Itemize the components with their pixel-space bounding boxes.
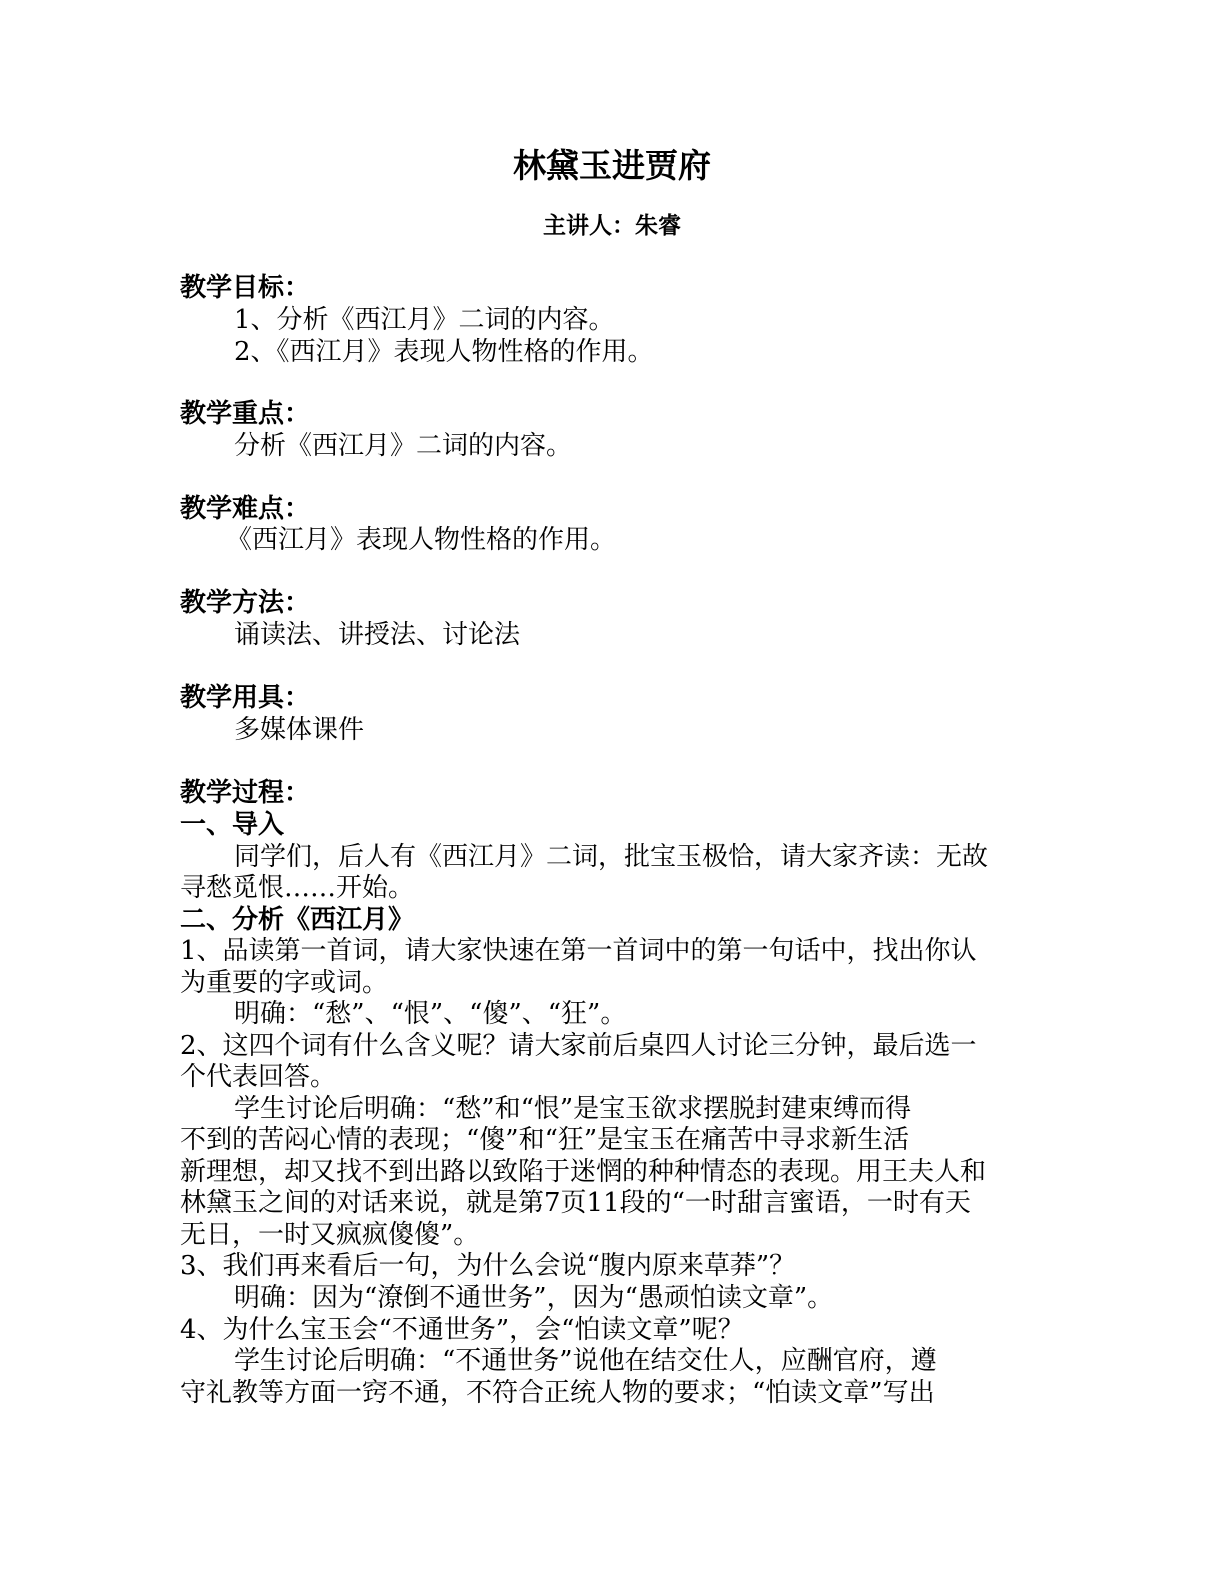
document-title: 林黛玉进贾府 <box>513 146 711 185</box>
key-points-heading: 教学重点： <box>180 399 311 429</box>
paragraph-line: 同学们，后人有《西江月》二词，批宝玉极恰，请大家齐读：无故 <box>234 842 989 872</box>
difficulties-text: 《西江月》表现人物性格的作用。 <box>226 525 617 555</box>
difficulties-heading: 教学难点： <box>180 494 311 524</box>
paragraph-line: 不到的苦闷心情的表现；“傻”和“狂”是宝玉在痛苦中寻求新生活 <box>180 1125 910 1155</box>
paragraph-line: 1、品读第一首词，请大家快速在第一首词中的第一句话中，找出你认 <box>180 936 977 966</box>
section-heading-analysis: 二、分析《西江月》 <box>180 905 415 935</box>
paragraph-line: 学生讨论后明确：“愁”和“恨”是宝玉欲求摆脱封建束缚而得 <box>234 1094 912 1124</box>
tools-text: 多媒体课件 <box>234 715 365 745</box>
paragraph-line: 2、这四个词有什么含义呢？请大家前后桌四人讨论三分钟，最后选一 <box>180 1031 977 1061</box>
methods-text: 诵读法、讲授法、讨论法 <box>234 620 521 650</box>
paragraph-line: 为重要的字或词。 <box>180 968 389 998</box>
paragraph-line: 无日，一时又疯疯傻傻”。 <box>180 1220 480 1250</box>
paragraph-line: 明确：因为“潦倒不通世务”，因为“愚顽怕读文章”。 <box>234 1283 834 1313</box>
goal-item: 2、《西江月》表现人物性格的作用。 <box>234 337 654 367</box>
speaker-line: 主讲人：朱睿 <box>543 212 681 239</box>
paragraph-line: 学生讨论后明确：“不通世务”说他在结交仕人，应酬官府，遵 <box>234 1346 937 1376</box>
section-heading-intro: 一、导入 <box>180 810 285 840</box>
paragraph-line: 4、为什么宝玉会“不通世务”，会“怕读文章”呢？ <box>180 1315 744 1345</box>
paragraph-line: 林黛玉之间的对话来说，就是第7页11段的“一时甜言蜜语，一时有天 <box>180 1188 971 1218</box>
paragraph-line: 守礼教等方面一窍不通，不符合正统人物的要求；“怕读文章”写出 <box>180 1378 935 1408</box>
key-points-text: 分析《西江月》二词的内容。 <box>234 431 573 461</box>
paragraph-line: 寻愁觅恨……开始。 <box>180 873 415 903</box>
methods-heading: 教学方法： <box>180 588 311 618</box>
goal-item: 1、分析《西江月》二词的内容。 <box>234 305 615 335</box>
paragraph-line: 个代表回答。 <box>180 1062 337 1092</box>
tools-heading: 教学用具： <box>180 683 311 713</box>
process-heading: 教学过程： <box>180 778 311 808</box>
goals-heading: 教学目标： <box>180 273 311 303</box>
paragraph-line: 新理想，却又找不到出路以致陷于迷惘的种种情态的表现。用王夫人和 <box>180 1157 987 1187</box>
paragraph-line: 明确：“愁”、“恨”、“傻”、“狂”。 <box>234 999 627 1029</box>
paragraph-line: 3、我们再来看后一句，为什么会说“腹内原来草莽”？ <box>180 1251 796 1281</box>
